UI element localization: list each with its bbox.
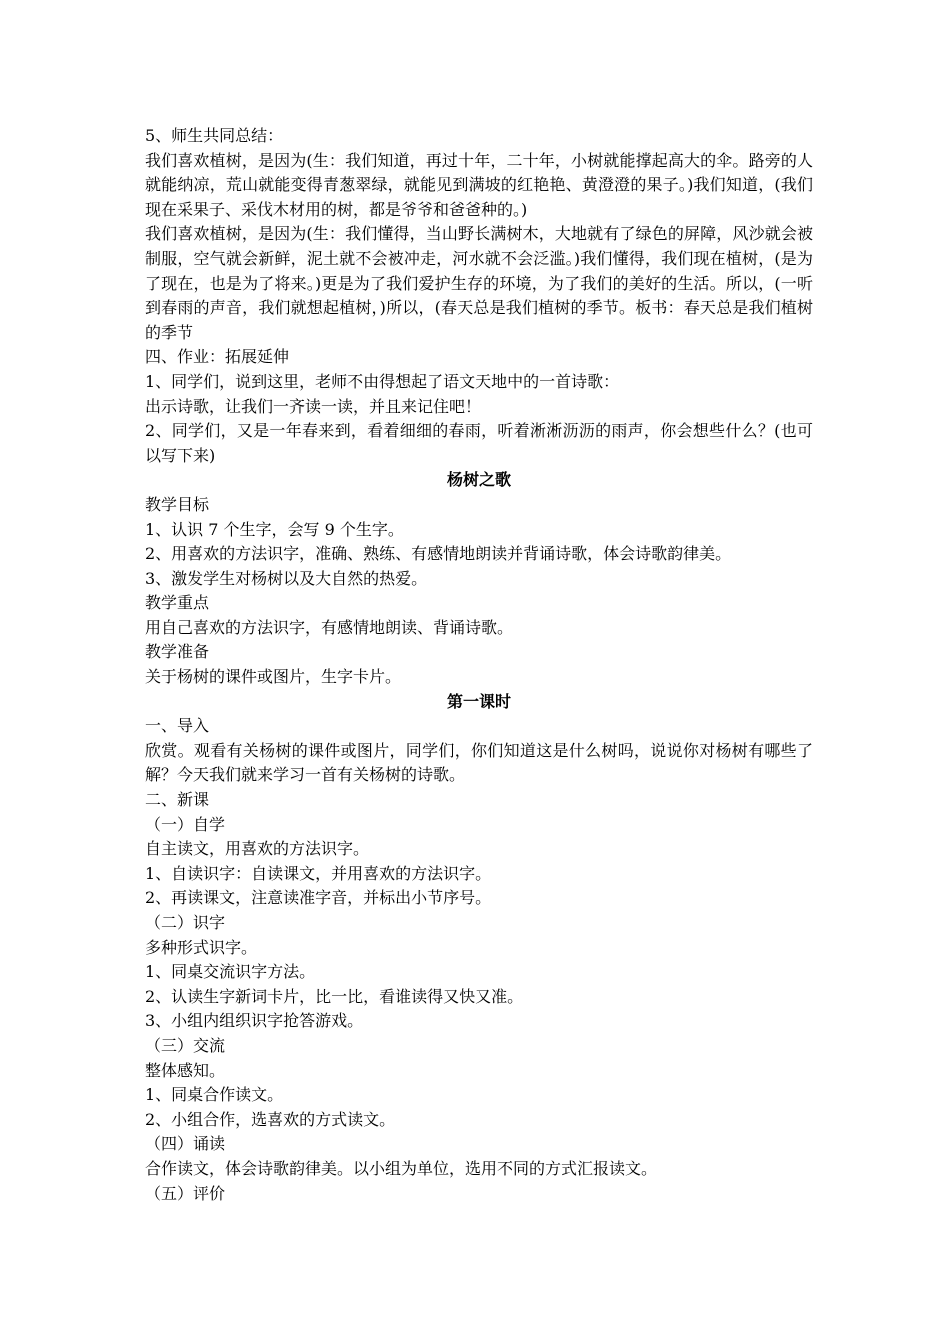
text-paragraph: 用自己喜欢的方法识字，有感情地朗读、背诵诗歌。 [145,617,514,637]
text-paragraph: 2、再读课文，注意读准字音，并标出小节序号。 [145,888,492,908]
text-paragraph: 教学准备 [145,642,210,662]
text-paragraph: 四、作业：拓展延伸 [145,347,290,367]
text-paragraph: 二、新课 [145,790,210,810]
text-paragraph: 合作读文，体会诗歌韵律美。以小组为单位，选用不同的方式汇报读文。 [145,1158,658,1178]
text-paragraph: 3、激发学生对杨树以及大自然的热爱。 [145,568,428,588]
text-paragraph: 自主读文，用喜欢的方法识字。 [145,839,370,859]
section-title: 第一课时 [446,691,511,711]
text-paragraph: 关于杨树的课件或图片，生字卡片。 [145,667,402,687]
text-paragraph: 3、小组内组织识字抢答游戏。 [145,1011,364,1031]
text-paragraph: 1、自读识字：自读课文，并用喜欢的方法识字。 [145,863,492,883]
text-paragraph: （四）诵读 [145,1134,226,1154]
text-paragraph: 1、同学们，说到这里，老师不由得想起了语文天地中的一首诗歌： [145,371,620,391]
text-paragraph: 一、导入 [145,716,210,736]
text-paragraph: 2、用喜欢的方法识字，准确、熟练、有感情地朗读并背诵诗歌，体会诗歌韵律美。 [145,544,732,564]
text-paragraph: 2、同学们，又是一年春来到，看着细细的春雨，听着淅淅沥沥的雨声，你会想些什么？(也可以写下来) [145,421,813,465]
text-paragraph: 多种形式识字。 [145,937,258,957]
text-paragraph: 我们喜欢植树，是因为(生：我们懂得，当山野长满树木，大地就有了绿色的屏障，风沙就会被制服，空气就会新鲜，泥土就不会被冲走，河水就不会泛滥。)我们懂得，我们现在植树，(是为了现在，也是为了将来。)更是为了我们爱护生存的环境，为了我们的美好的生活。所以，(一听到春雨的声音，我们就想起植树，)所以，(春天总是我们植树的季节。板书：春天总是我们植树的季节 [145,224,813,342]
text-paragraph: 我们喜欢植树，是因为(生：我们知道，再过十年，二十年，小树就能撑起高大的伞。路旁的人就能纳凉，荒山就能变得青葱翠绿，就能见到满坡的红艳艳、黄澄澄的果子。)我们知道，(我们现在采果子、采伐木材用的树，都是爷爷和爸爸种的。) [145,150,813,219]
text-paragraph: （五）评价 [145,1183,226,1203]
text-paragraph: 教学目标 [145,494,210,514]
text-paragraph: 出示诗歌，让我们一齐读一读，并且来记住吧！ [145,396,482,416]
text-paragraph: 1、同桌交流识字方法。 [145,962,316,982]
text-paragraph: （三）交流 [145,1035,226,1055]
text-paragraph: 1、认识 7 个生字，会写 9 个生字。 [145,519,404,539]
text-paragraph: 1、同桌合作读文。 [145,1085,284,1105]
text-paragraph: 2、认读生字新词卡片，比一比，看谁读得又快又准。 [145,986,524,1006]
text-paragraph: 2、小组合作，选喜欢的方式读文。 [145,1109,396,1129]
document-body [145,124,813,1206]
text-paragraph: （一）自学 [145,814,226,834]
text-paragraph: 5、师生共同总结： [145,126,284,145]
section-title: 杨树之歌 [446,470,511,490]
text-paragraph: （二）识字 [145,913,226,932]
text-paragraph: 整体感知。 [145,1060,226,1080]
text-paragraph: 教学重点 [145,593,210,613]
text-paragraph: 欣赏。观看有关杨树的课件或图片，同学们，你们知道这是什么树吗，说说你对杨树有哪些了解？今天我们就来学习一首有关杨树的诗歌。 [145,740,813,785]
